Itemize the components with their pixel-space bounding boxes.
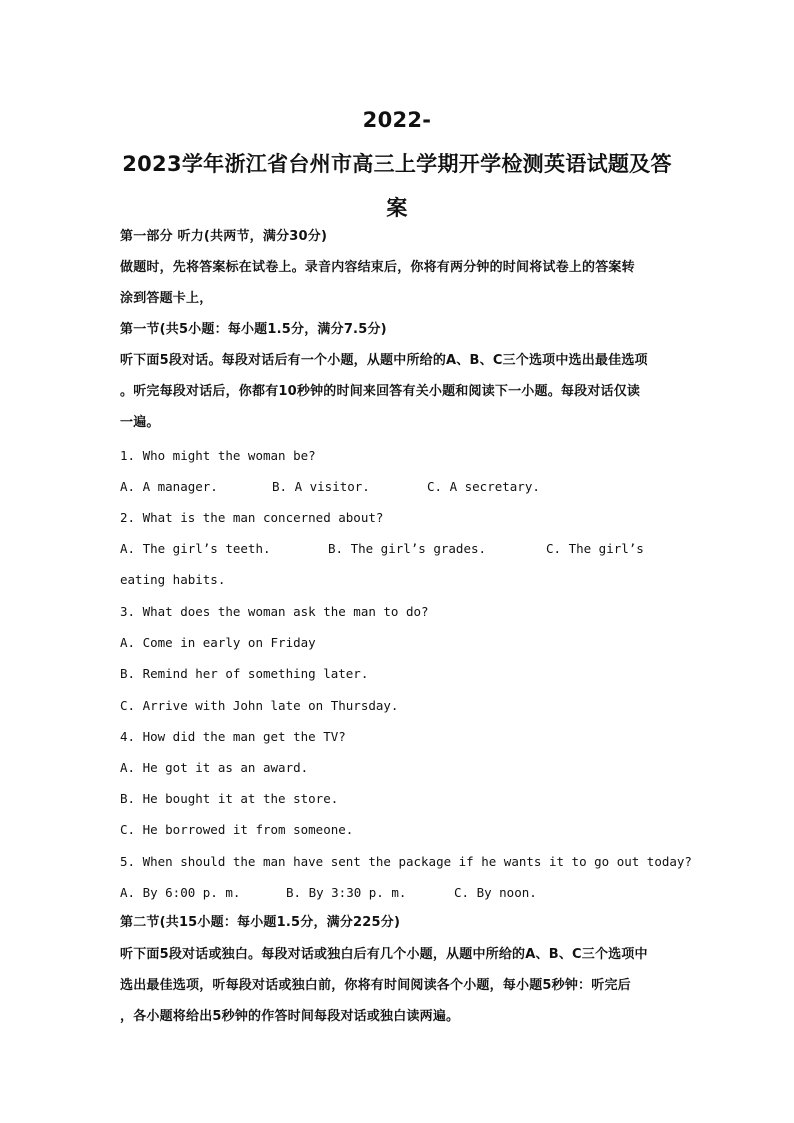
q5-option-a: A. By 6:00 p. m. bbox=[120, 885, 241, 900]
question-5-options bbox=[120, 884, 680, 902]
section1-instruction-line-2: 。听完每段对话后，你都有10秒钟的时间来回答有关小题和阅读下一小题。每段对话仅读 bbox=[120, 384, 641, 399]
q1-option-c: C. A secretary. bbox=[427, 479, 540, 494]
instruction-line-1: 做题时，先将答案标在试卷上。录音内容结束后，你将有两分钟的时间将试卷上的答案转 bbox=[120, 260, 635, 275]
question-4: 4. How did the man get the TV? bbox=[120, 729, 346, 744]
q2-option-b: B. The girl’s grades. bbox=[328, 541, 487, 556]
title-line-3: 案 bbox=[386, 196, 408, 220]
question-5: 5. When should the man have sent the package if he wants it to go out today? bbox=[120, 854, 692, 869]
q4-option-c: C. He borrowed it from someone. bbox=[120, 822, 354, 837]
question-2: 2. What is the man concerned about? bbox=[120, 510, 384, 525]
q4-option-b: B. He bought it at the store. bbox=[120, 791, 339, 806]
instruction-line-2: 涂到答题卡上， bbox=[120, 291, 213, 306]
section2-instruction-line-3: ，各小题将给出5秒钟的作答时间每段对话或独白读两遍。 bbox=[120, 1009, 460, 1024]
title-line-1: 2022- bbox=[362, 108, 432, 132]
question-1-options bbox=[120, 478, 680, 496]
q4-option-a: A. He got it as an award. bbox=[120, 760, 309, 775]
q3-option-b: B. Remind her of something later. bbox=[120, 666, 369, 681]
q2-option-c-continued: eating habits. bbox=[120, 572, 226, 587]
question-3: 3. What does the woman ask the man to do? bbox=[120, 604, 429, 619]
q3-option-a: A. Come in early on Friday bbox=[120, 635, 316, 650]
section1-heading: 第一节(共5小题：每小题1.5分，满分7.5分) bbox=[120, 322, 387, 337]
q1-option-b: B. A visitor. bbox=[272, 479, 370, 494]
title-line-2: 2023学年浙江省台州市高三上学期开学检测英语试题及答 bbox=[122, 152, 672, 176]
section1-instruction-line-1: 听下面5段对话。每段对话后有一个小题，从题中所给的A、B、C三个选项中选出最佳选项 bbox=[120, 353, 648, 368]
section2-instruction-line-1: 听下面5段对话或独白。每段对话或独白后有几个小题，从题中所给的A、B、C三个选项中 bbox=[120, 947, 648, 962]
q5-option-c: C. By noon. bbox=[454, 885, 537, 900]
question-1: 1. Who might the woman be? bbox=[120, 448, 316, 463]
part1-heading: 第一部分 听力(共两节，满分30分) bbox=[120, 229, 328, 244]
section2-instruction-line-2: 选出最佳选项，听每段对话或独白前，你将有时间阅读各个小题，每小题5秒钟：听完后 bbox=[120, 978, 631, 993]
document-title bbox=[110, 98, 684, 230]
q2-option-a: A. The girl’s teeth. bbox=[120, 541, 271, 556]
q2-option-c: C. The girl’s bbox=[546, 541, 644, 556]
section1-instruction-line-3: 一遍。 bbox=[120, 415, 160, 430]
q5-option-b: B. By 3:30 p. m. bbox=[286, 885, 407, 900]
section2-heading: 第二节(共15小题：每小题1.5分，满分225分) bbox=[120, 915, 401, 930]
question-2-options bbox=[120, 540, 680, 558]
q1-option-a: A. A manager. bbox=[120, 479, 218, 494]
q3-option-c: C. Arrive with John late on Thursday. bbox=[120, 698, 399, 713]
